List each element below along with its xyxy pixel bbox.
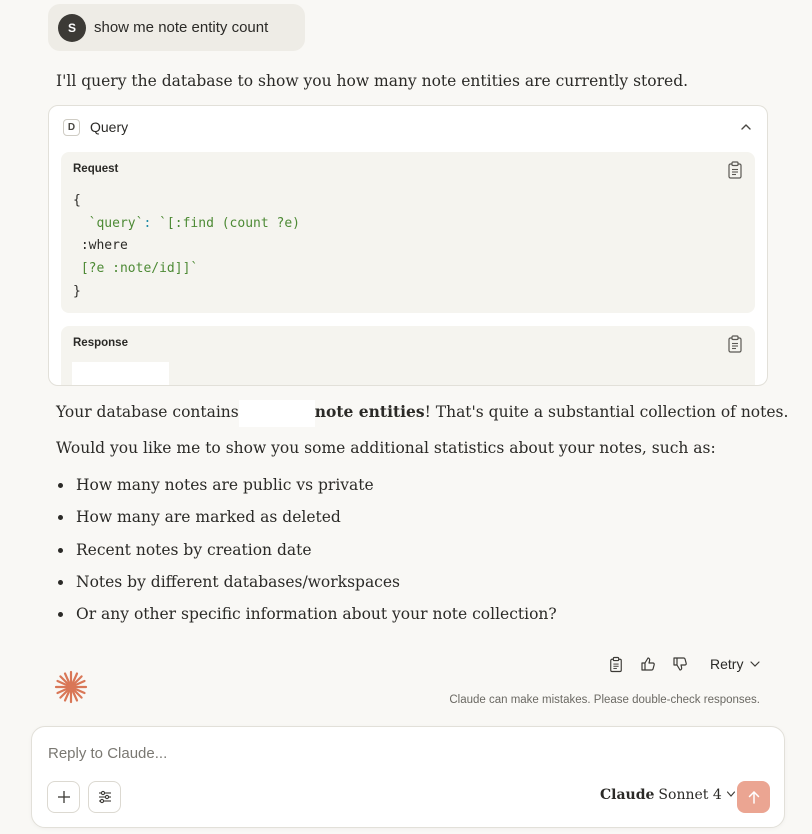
user-message [48, 4, 305, 51]
redacted-count [239, 400, 315, 427]
disclaimer: Claude can make mistakes. Please double-check responses. [449, 694, 760, 706]
tools-button[interactable] [88, 781, 121, 813]
tool-title: Query [90, 119, 129, 135]
list-item: Or any other specific information about your note collection? [56, 602, 557, 634]
answer-bold: note entities [314, 402, 425, 421]
request-panel [61, 152, 755, 313]
copy-button[interactable] [600, 652, 632, 676]
request-code: { `query`: `[:find (count ?e) :where [?e :note/id]]` } [73, 193, 300, 299]
response-label: Response [73, 337, 128, 349]
clipboard-icon[interactable] [727, 335, 743, 353]
thumbs-up-icon [640, 656, 656, 672]
assistant-intro: I'll query the database to show you how many note entities are currently stored. [56, 72, 689, 90]
message-actions [600, 652, 761, 676]
list-item: Recent notes by creation date [56, 538, 557, 570]
assistant-answer: Your database contains note entities! That's quite a substantial collection of notes. [56, 400, 796, 424]
list-item: How many are marked as deleted [56, 505, 557, 537]
thumbs-down-button[interactable] [664, 652, 696, 676]
sliders-icon [98, 790, 112, 804]
retry-label: Retry [710, 656, 744, 672]
tool-badge: D [63, 119, 80, 136]
response-panel [61, 326, 755, 386]
claude-logo-icon [54, 670, 88, 704]
chevron-up-icon[interactable] [739, 120, 753, 134]
arrow-up-icon [747, 790, 761, 804]
user-message-text: show me note entity count [94, 19, 269, 36]
suggestion-list [56, 473, 557, 634]
model-selector[interactable] [600, 787, 736, 803]
retry-button[interactable] [710, 656, 761, 672]
reply-input[interactable] [48, 745, 748, 762]
thumbs-up-button[interactable] [632, 652, 664, 676]
plus-icon [57, 790, 71, 804]
chevron-down-icon [749, 658, 761, 670]
tool-call-card [48, 105, 768, 386]
list-item: How many notes are public vs private [56, 473, 557, 505]
send-button[interactable] [737, 781, 770, 813]
response-redaction [72, 362, 169, 386]
list-item: Notes by different databases/workspaces [56, 570, 557, 602]
thumbs-down-icon [672, 656, 688, 672]
request-label: Request [73, 163, 119, 175]
chevron-down-icon [726, 789, 736, 799]
add-button[interactable] [47, 781, 80, 813]
clipboard-icon[interactable] [727, 161, 743, 179]
composer [31, 726, 785, 828]
model-name: Sonnet 4 [658, 787, 722, 803]
clipboard-icon [609, 656, 623, 673]
assistant-followup: Would you like me to show you some additional statistics about your notes, such as: [56, 439, 716, 457]
tool-call-header[interactable] [49, 106, 767, 148]
model-brand: Claude [600, 787, 655, 803]
avatar: S [58, 14, 86, 42]
